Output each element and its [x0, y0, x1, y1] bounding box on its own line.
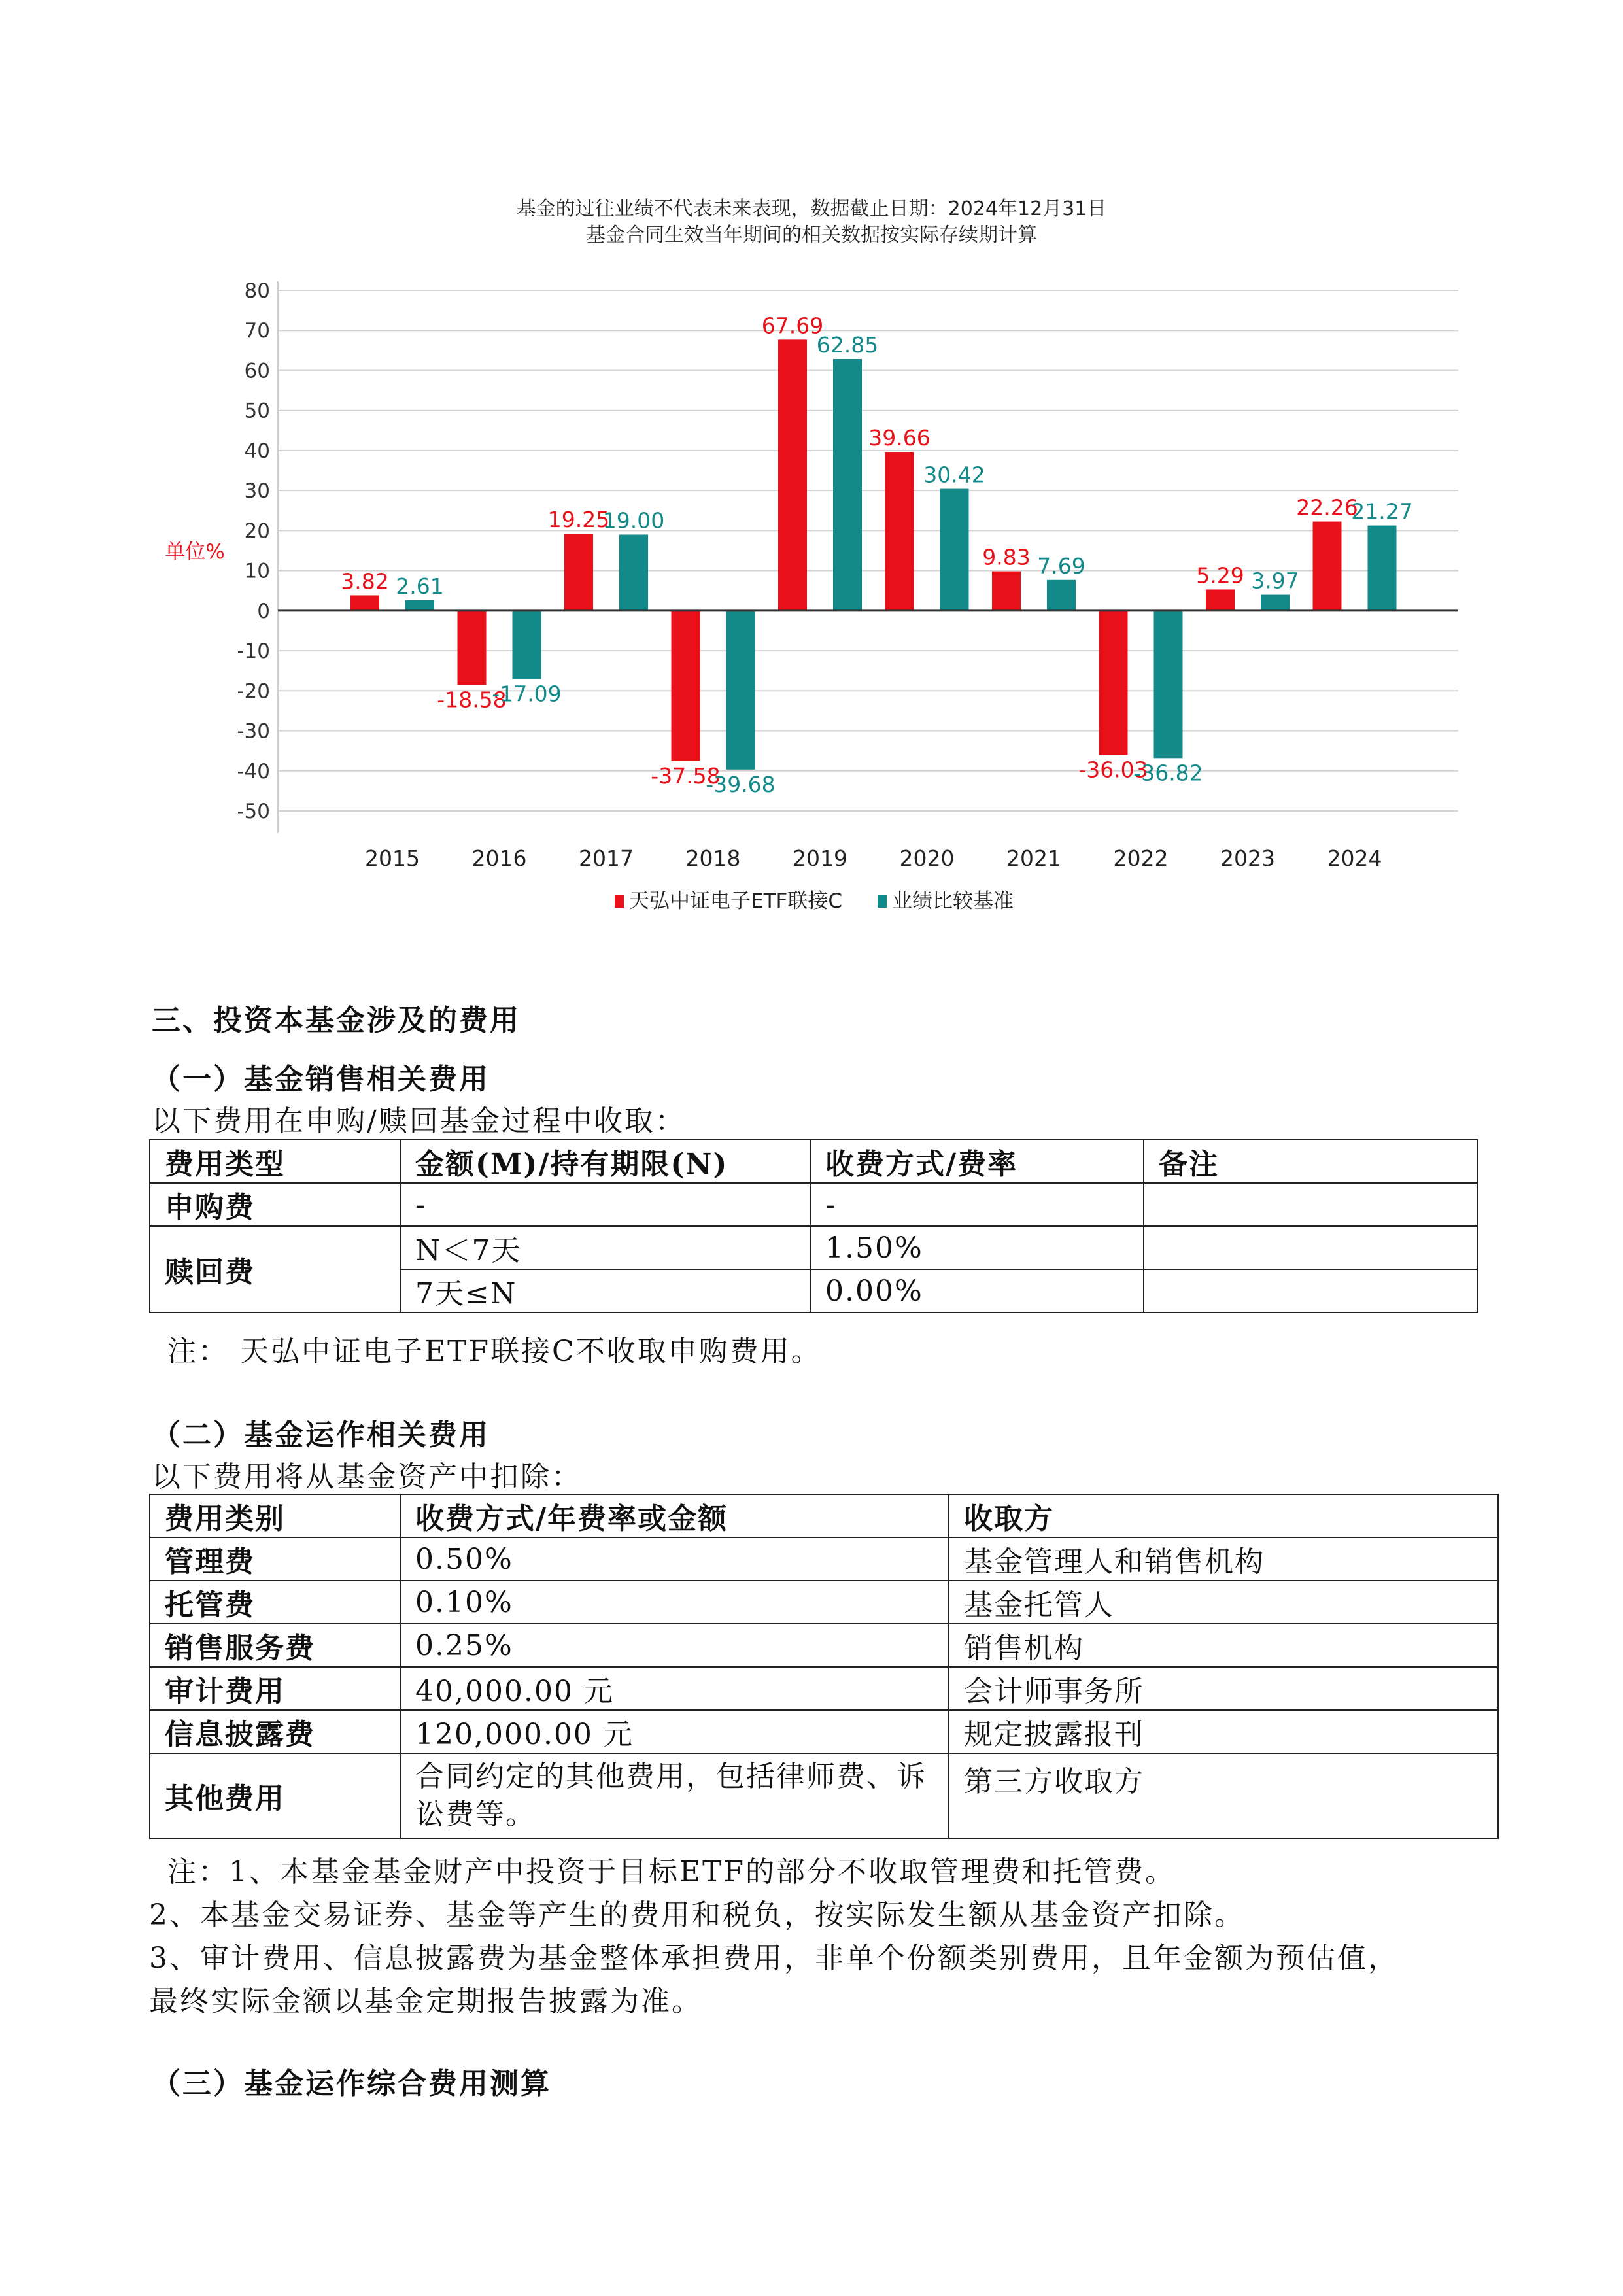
performance-bar-chart	[0, 0, 1623, 942]
bar-fund	[564, 534, 593, 611]
legend-label: 天弘中证电子ETF联接C	[629, 889, 842, 913]
table-row	[150, 1581, 1498, 1624]
row-label: 赎回费	[150, 1226, 400, 1312]
data-label: 62.85	[816, 332, 879, 358]
y-tick-label: 60	[244, 359, 270, 383]
bar-benchmark	[726, 611, 755, 770]
bar-fund	[672, 611, 700, 761]
fee-payee-cell: 销售机构	[949, 1624, 1498, 1667]
bar-fund	[1206, 589, 1235, 610]
y-tick-label: 10	[244, 559, 270, 583]
table-header-cell: 费用类别	[150, 1494, 400, 1537]
operation-note-1: 注：1、本基金基金财产中投资于目标ETF的部分不收取管理费和托管费。	[167, 1855, 1176, 1889]
section-heading: 三、投资本基金涉及的费用	[152, 1004, 521, 1037]
bar-benchmark	[833, 359, 862, 611]
fee-payee-cell: 第三方收取方	[949, 1753, 1498, 1838]
x-tick-label: 2020	[899, 846, 955, 871]
rate-cell: -	[810, 1183, 1144, 1226]
fee-rate-cell: 0.25%	[400, 1624, 949, 1667]
data-label: 2.61	[396, 573, 444, 599]
y-tick-label: 0	[257, 599, 270, 623]
fee-payee-cell: 基金管理人和销售机构	[949, 1537, 1498, 1581]
x-tick-label: 2018	[685, 846, 741, 871]
y-tick-label: -50	[237, 800, 270, 823]
y-tick-label: -40	[237, 759, 270, 783]
table-row	[150, 1710, 1498, 1753]
table-header-cell: 收取方	[949, 1494, 1498, 1537]
bar-fund	[458, 611, 487, 685]
fee-type-cell: 审计费用	[150, 1667, 400, 1710]
subsection-heading-sales: （一）基金销售相关费用	[152, 1063, 490, 1096]
y-tick-label: -30	[237, 719, 270, 744]
bar-benchmark	[1368, 526, 1397, 611]
legend-swatch	[878, 895, 887, 908]
x-tick-label: 2017	[579, 846, 634, 871]
data-label: 3.82	[341, 568, 389, 594]
bar-benchmark	[940, 489, 969, 611]
data-label: 22.26	[1296, 494, 1358, 521]
sales-fee-intro: 以下费用在申购/赎回基金过程中收取：	[152, 1105, 686, 1138]
period-cell: N＜7天	[400, 1226, 810, 1269]
data-label: -17.09	[492, 681, 562, 707]
data-label: -39.68	[706, 771, 776, 797]
table-header-cell: 金额(M)/持有期限(N)	[400, 1140, 810, 1183]
y-tick-label: -20	[237, 679, 270, 704]
bar-fund	[350, 595, 379, 610]
fee-rate-cell: 120,000.00 元	[400, 1710, 949, 1753]
rate-cell: 0.00%	[810, 1269, 1144, 1312]
data-label: 5.29	[1196, 562, 1244, 589]
row-label: 申购费	[150, 1183, 400, 1226]
y-tick-label: 50	[244, 399, 270, 423]
legend-swatch	[615, 895, 624, 908]
bar-benchmark	[1154, 611, 1183, 758]
table-row	[150, 1667, 1498, 1710]
data-label: 7.69	[1037, 553, 1085, 579]
bar-benchmark	[1047, 580, 1076, 611]
data-label: 19.25	[547, 506, 610, 532]
operation-fee-table	[149, 1494, 1499, 1839]
fee-payee-cell: 基金托管人	[949, 1581, 1498, 1624]
fee-payee-cell: 会计师事务所	[949, 1667, 1498, 1710]
fee-rate-cell: 40,000.00 元	[400, 1667, 949, 1710]
amount-cell: -	[400, 1183, 810, 1226]
table-header-cell: 费用类型	[150, 1140, 400, 1183]
data-label: 67.69	[761, 313, 824, 339]
x-tick-label: 2015	[365, 846, 420, 871]
table-header-cell: 备注	[1144, 1140, 1477, 1183]
bar-fund	[1099, 611, 1128, 755]
y-tick-label: 20	[244, 519, 270, 543]
bar-fund	[885, 452, 914, 611]
operation-note-3: 3、审计费用、信息披露费为基金整体承担费用，非单个份额类别费用，且年金额为预估值，	[149, 1942, 1399, 1975]
fee-payee-cell: 规定披露报刊	[949, 1710, 1498, 1753]
bar-benchmark	[619, 535, 648, 611]
bar-benchmark	[1261, 595, 1290, 611]
table-row-subscribe	[150, 1183, 1477, 1226]
data-label: 3.97	[1251, 568, 1299, 594]
x-tick-label: 2024	[1327, 846, 1382, 871]
x-tick-label: 2022	[1113, 846, 1169, 871]
operation-note-2: 2、本基金交易证券、基金等产生的费用和税负，按实际发生额从基金资产扣除。	[149, 1898, 1245, 1932]
y-axis-label: 单位%	[165, 540, 225, 564]
data-label: -18.58	[437, 687, 507, 713]
fee-type-cell: 销售服务费	[150, 1624, 400, 1667]
data-label: 9.83	[982, 544, 1031, 570]
data-label: 21.27	[1351, 498, 1413, 524]
table-header-cell: 收费方式/年费率或金额	[400, 1494, 949, 1537]
table-row	[150, 1537, 1498, 1581]
bar-benchmark	[405, 600, 434, 611]
data-label: 39.66	[868, 425, 931, 451]
sales-fee-note: 注： 天弘中证电子ETF联接C不收取申购费用。	[167, 1335, 822, 1368]
fee-rate-cell: 合同约定的其他费用，包括律师费、诉讼费等。	[400, 1753, 949, 1838]
chart-title: 基金的过往业绩不代表未来表现，数据截止日期：2024年12月31日	[516, 197, 1107, 220]
fee-rate-cell: 0.10%	[400, 1581, 949, 1624]
fee-type-cell: 管理费	[150, 1537, 400, 1581]
x-tick-label: 2021	[1006, 846, 1061, 871]
rate-cell: 1.50%	[810, 1226, 1144, 1269]
table-header-cell: 收费方式/费率	[810, 1140, 1144, 1183]
chart-subtitle: 基金合同生效当年期间的相关数据按实际存续期计算	[586, 224, 1037, 247]
table-header-row	[150, 1494, 1498, 1537]
data-label: -36.03	[1078, 757, 1148, 783]
bar-benchmark	[513, 611, 541, 679]
x-tick-label: 2016	[471, 846, 527, 871]
table-row	[150, 1753, 1498, 1838]
y-tick-label: 80	[244, 279, 270, 303]
y-tick-label: 70	[244, 319, 270, 343]
fee-rate-cell: 0.50%	[400, 1537, 949, 1581]
y-tick-label: -10	[237, 640, 270, 664]
fee-type-cell: 信息披露费	[150, 1710, 400, 1753]
legend-label: 业绩比较基准	[892, 889, 1014, 913]
x-tick-label: 2019	[793, 846, 847, 871]
note-cell	[1144, 1269, 1477, 1312]
sales-fee-table	[149, 1139, 1478, 1313]
operation-note-3-cont: 最终实际金额以基金定期报告披露为准。	[149, 1985, 702, 2018]
bar-fund	[778, 339, 807, 610]
subsection-heading-estimate: （三）基金运作综合费用测算	[152, 2067, 551, 2100]
y-tick-label: 40	[244, 439, 270, 463]
table-header-row	[150, 1140, 1477, 1183]
data-label: -36.82	[1133, 760, 1203, 786]
period-cell: 7天≤N	[400, 1269, 810, 1312]
data-label: 19.00	[602, 507, 665, 534]
bar-fund	[1313, 522, 1342, 611]
subsection-heading-operation: （二）基金运作相关费用	[152, 1418, 490, 1452]
x-tick-label: 2023	[1220, 846, 1275, 871]
fee-type-cell: 托管费	[150, 1581, 400, 1624]
operation-fee-intro: 以下费用将从基金资产中扣除：	[152, 1460, 582, 1494]
y-tick-label: 30	[244, 479, 270, 504]
fee-type-cell: 其他费用	[150, 1753, 400, 1838]
table-row-redeem	[150, 1226, 1477, 1269]
table-row	[150, 1624, 1498, 1667]
note-cell	[1144, 1226, 1477, 1269]
data-label: -37.58	[651, 762, 721, 789]
data-label: 30.42	[923, 462, 985, 488]
bar-fund	[992, 572, 1021, 611]
note-cell	[1144, 1183, 1477, 1226]
